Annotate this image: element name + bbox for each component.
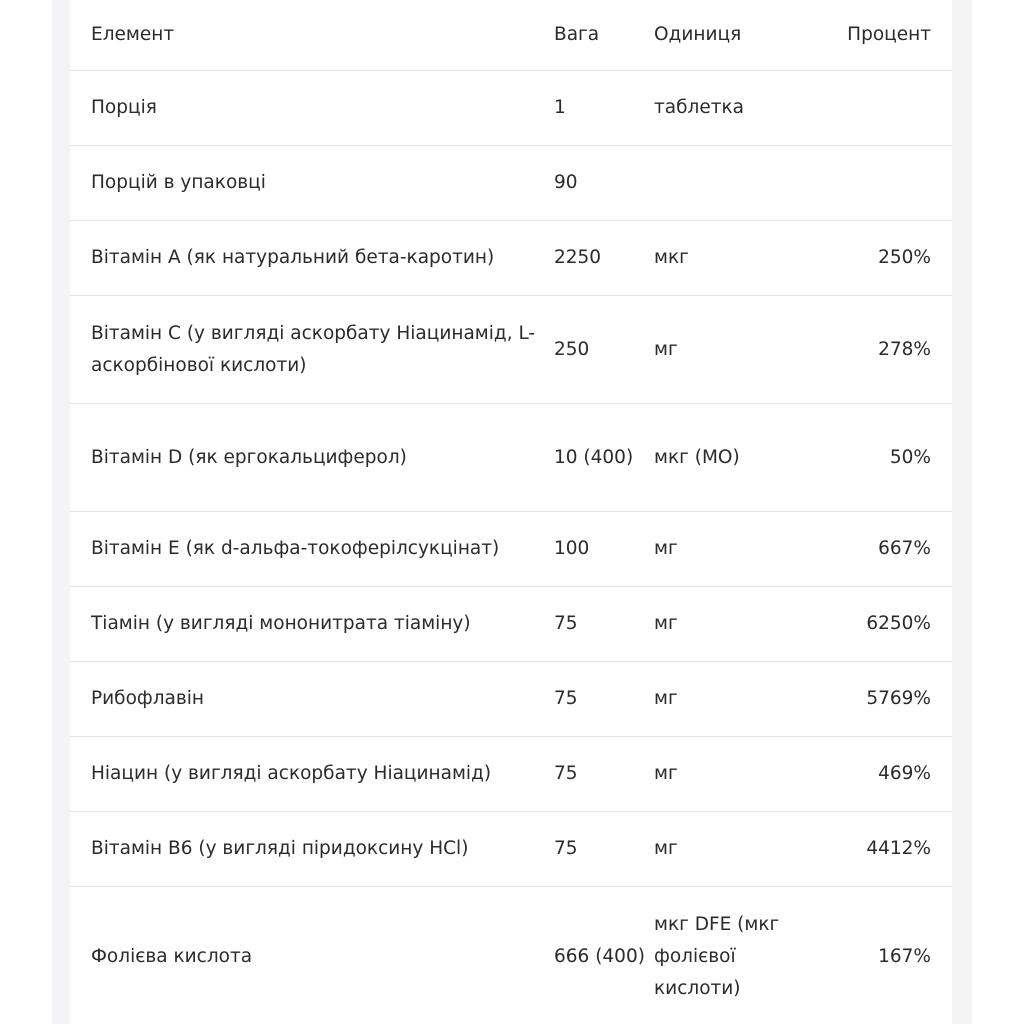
- row-unit: мг: [654, 737, 814, 812]
- table-row: [70, 512, 952, 587]
- row-name: Тіамін (у вигляді мононитрата тіаміну): [70, 587, 554, 662]
- row-weight: 1: [554, 71, 654, 146]
- nutrition-card: [70, 0, 952, 1024]
- header-weight: Вага: [554, 0, 654, 71]
- nutrition-table: [70, 0, 952, 1024]
- row-name: Вітамін D (як ергокальциферол): [70, 404, 554, 512]
- row-weight: 90: [554, 146, 654, 221]
- row-percent: 5769%: [814, 662, 952, 737]
- row-unit: мг: [654, 512, 814, 587]
- header-unit: Одиниця: [654, 0, 814, 71]
- row-percent: 50%: [814, 404, 952, 512]
- row-weight: 10 (400): [554, 404, 654, 512]
- row-weight: 75: [554, 662, 654, 737]
- row-name: Ніацин (у вигляді аскорбату Ніацинамід): [70, 737, 554, 812]
- row-unit: мкг DFE (мкг фолієвої кислоти): [654, 887, 814, 1024]
- row-name: Вітамін C (у вигляді аскорбату Ніацинамід, L-аскорбінової кислоти): [70, 296, 554, 404]
- table-row: [70, 296, 952, 404]
- row-name: Вітамін B6 (у вигляді піридоксину HCl): [70, 812, 554, 887]
- row-unit: мг: [654, 662, 814, 737]
- row-unit: мг: [654, 296, 814, 404]
- row-name: Вітамін E (як d-альфа-токоферілсукцінат): [70, 512, 554, 587]
- row-unit: таблетка: [654, 71, 814, 146]
- table-row: [70, 662, 952, 737]
- table-row: [70, 404, 952, 512]
- row-name: Вітамін A (як натуральний бета-каротин): [70, 221, 554, 296]
- row-unit: мг: [654, 812, 814, 887]
- row-weight: 250: [554, 296, 654, 404]
- row-percent: 4412%: [814, 812, 952, 887]
- row-unit: мкг: [654, 221, 814, 296]
- table-row: [70, 812, 952, 887]
- row-unit: мкг (МО): [654, 404, 814, 512]
- row-percent: 278%: [814, 296, 952, 404]
- row-percent: 469%: [814, 737, 952, 812]
- table-header-row: [70, 0, 952, 71]
- row-weight: 75: [554, 737, 654, 812]
- table-row: [70, 71, 952, 146]
- row-percent: 167%: [814, 887, 952, 1024]
- header-name: Елемент: [70, 0, 554, 71]
- table-row: [70, 887, 952, 1024]
- table-row: [70, 737, 952, 812]
- row-name: Рибофлавін: [70, 662, 554, 737]
- row-name: Порція: [70, 71, 554, 146]
- table-row: [70, 146, 952, 221]
- table-row: [70, 587, 952, 662]
- row-weight: 75: [554, 587, 654, 662]
- row-percent: [814, 71, 952, 146]
- row-name: Фолієва кислота: [70, 887, 554, 1024]
- row-percent: 667%: [814, 512, 952, 587]
- row-unit: мг: [654, 587, 814, 662]
- header-percent: Процент: [814, 0, 952, 71]
- row-percent: 250%: [814, 221, 952, 296]
- row-percent: 6250%: [814, 587, 952, 662]
- row-weight: 666 (400): [554, 887, 654, 1024]
- row-unit: [654, 146, 814, 221]
- row-percent: [814, 146, 952, 221]
- row-name: Порцій в упаковці: [70, 146, 554, 221]
- table-row: [70, 221, 952, 296]
- row-weight: 75: [554, 812, 654, 887]
- row-weight: 2250: [554, 221, 654, 296]
- row-weight: 100: [554, 512, 654, 587]
